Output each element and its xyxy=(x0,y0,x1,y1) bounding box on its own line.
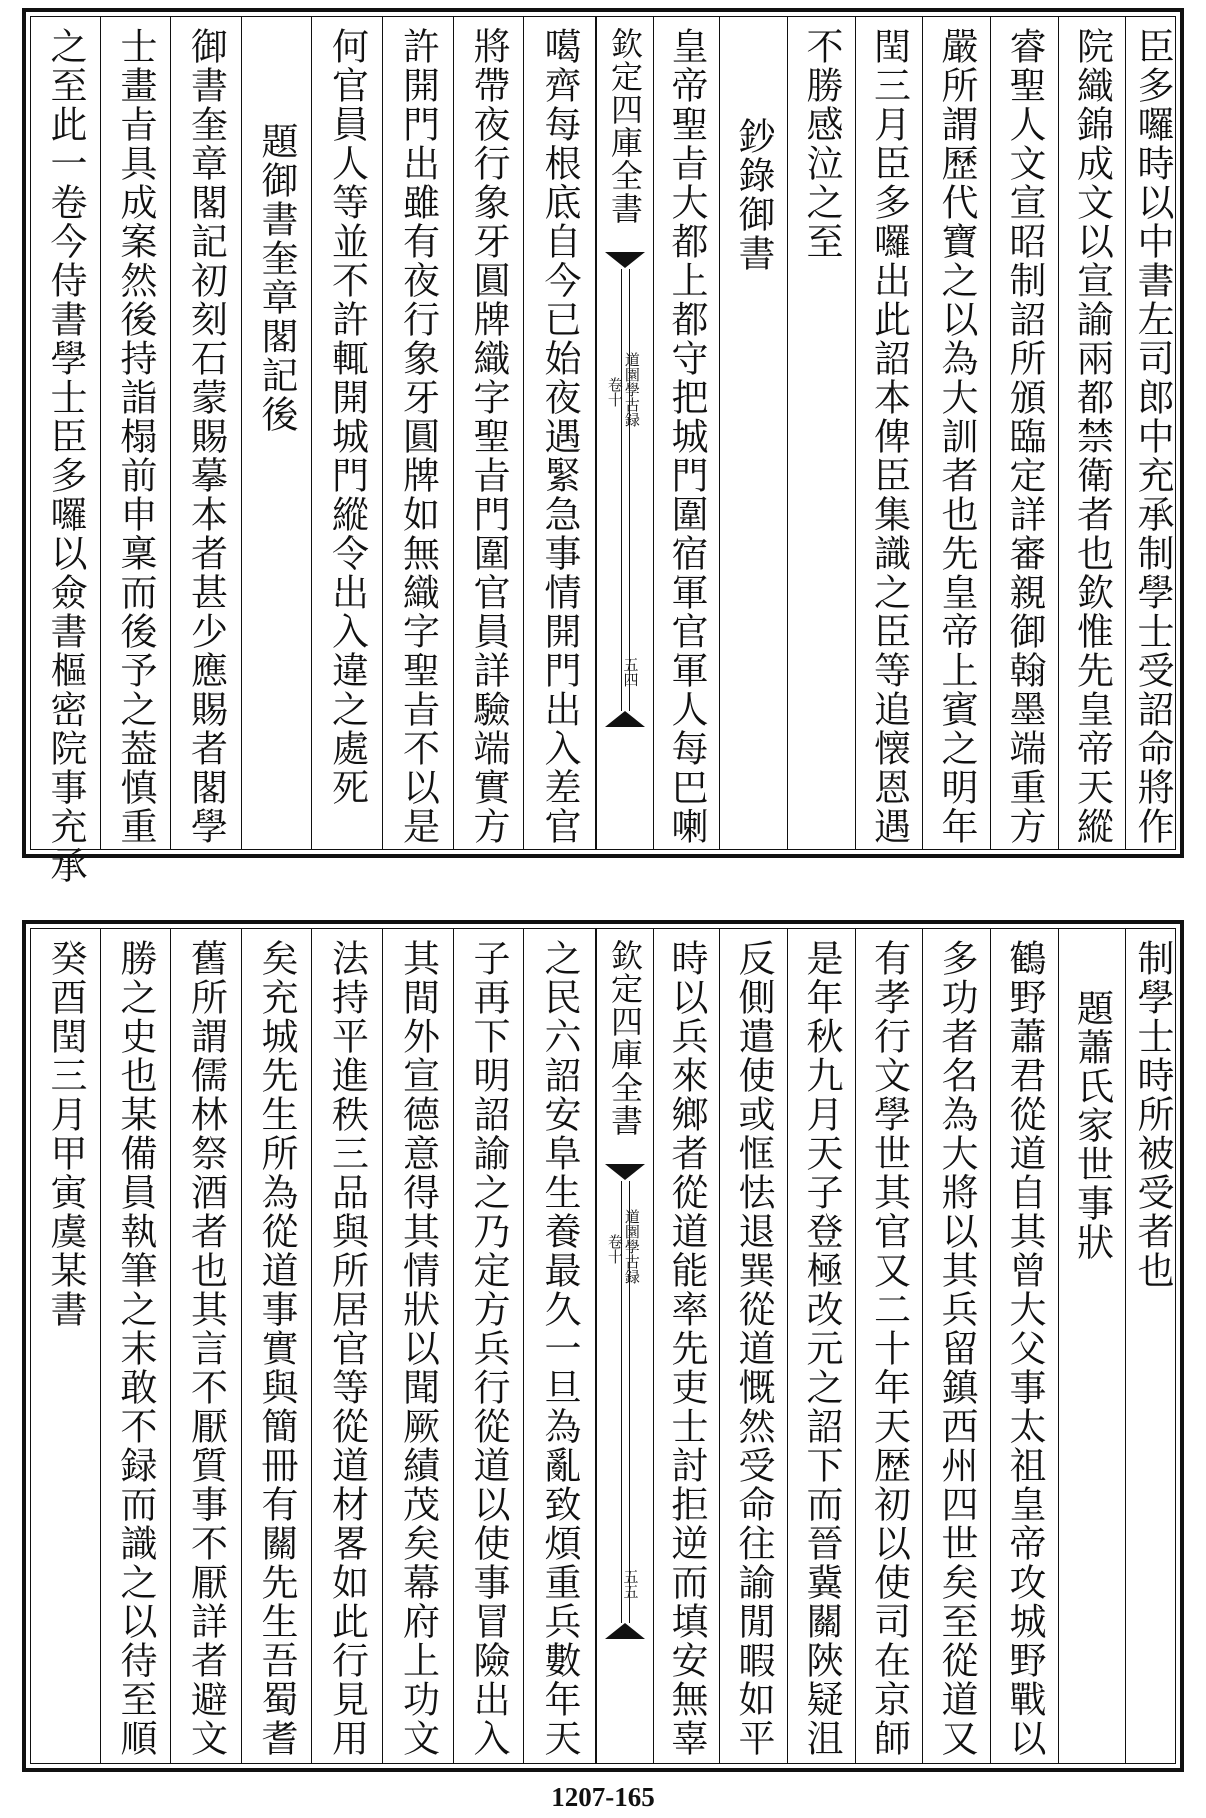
page-bottom-leaf xyxy=(22,920,1184,1772)
text-column xyxy=(171,17,242,849)
text-column xyxy=(383,17,454,849)
text-column xyxy=(654,17,720,849)
column-text: 之民六詔安阜生養最久一旦為亂致煩重兵數年天 xyxy=(538,939,581,1758)
text-column xyxy=(31,929,101,1763)
column-text: 噶齊每根底自今已始夜遇緊急事情開門出入差官 xyxy=(538,27,581,846)
column-text: 反側遣使或恇怯退巽從道慨然受命往諭閒暇如平 xyxy=(732,939,775,1758)
column-text: 御書奎章閣記初刻石蒙賜摹本者甚少應賜者閣學 xyxy=(184,27,228,846)
text-column xyxy=(788,929,856,1763)
text-column xyxy=(242,17,312,849)
text-column xyxy=(454,929,524,1763)
column-text: 何官員人等並不許輒開城門縱令出入違之處死 xyxy=(325,27,369,807)
text-column xyxy=(923,17,991,849)
text-column xyxy=(31,17,101,885)
text-column xyxy=(312,929,383,1763)
column-heading: 鈔錄御書 xyxy=(732,117,775,273)
column-text: 勝之史也某備員執筆之末敢不録而識之以待至順 xyxy=(114,939,157,1758)
volume-title: 道園學古録 xyxy=(622,352,641,427)
text-column xyxy=(242,929,312,1763)
fishtail-mark-upper xyxy=(605,1164,645,1180)
folio-number: 五五 xyxy=(621,1569,640,1599)
text-column xyxy=(1126,17,1179,849)
text-column xyxy=(991,929,1059,1763)
column-text: 時以兵來鄉者從道能率先吏士討拒逆而填安無辜 xyxy=(665,939,708,1758)
column-text: 之至此一卷今侍書學士臣多囉以僉書樞密院事充承 xyxy=(44,27,87,885)
text-column xyxy=(312,17,383,849)
text-column xyxy=(383,929,454,1763)
volume-number: 卷十 xyxy=(605,377,624,407)
column-text: 閏三月臣多囉出此詔本俾臣集識之臣等追懐恩遇 xyxy=(867,27,911,846)
column-text: 制學士時所被受者也 xyxy=(1131,939,1174,1290)
volume-number: 卷十 xyxy=(605,1234,624,1264)
page-frame xyxy=(30,16,1176,885)
page-top-leaf xyxy=(22,8,1184,885)
text-column xyxy=(720,17,788,849)
column-text: 有孝行文學世其官又二十年天歴初以使司在京師 xyxy=(867,939,911,1758)
book-title: 欽定四庫全書 xyxy=(606,939,644,1137)
column-text: 舊所謂儒林祭酒者也其言不厭質事不厭詳者避文 xyxy=(184,939,228,1758)
folio-number: 五四 xyxy=(621,657,640,687)
column-text: 多功者名為大將以其兵留鎮西州四世矣至從道又 xyxy=(935,939,978,1758)
column-text: 睿聖人文宣昭制詔所頒臨定詳審親御翰墨端重方 xyxy=(1003,27,1046,846)
column-text: 許開門出雖有夜行象牙圓牌如無織字聖㫖不以是 xyxy=(396,27,440,846)
page-number: 1207-165 xyxy=(551,1782,655,1812)
text-column xyxy=(524,929,596,1763)
text-column xyxy=(788,17,856,849)
fishtail-mark-lower xyxy=(605,1623,645,1639)
text-column xyxy=(1126,929,1179,1763)
fold-line xyxy=(621,269,622,711)
column-heading: 題御書奎章閣記後 xyxy=(255,122,298,434)
column-text: 子再下明詔諭之乃定方兵行從道以使事冒險出入 xyxy=(467,939,510,1758)
text-column xyxy=(101,17,171,849)
volume-title: 道園學古録 xyxy=(622,1209,641,1284)
column-text: 院織錦成文以宣諭兩都禁衛者也欽惟先皇帝天縱 xyxy=(1070,27,1114,846)
page-frame xyxy=(30,928,1176,1764)
text-column xyxy=(991,17,1059,849)
text-column xyxy=(1059,17,1126,849)
center-fold xyxy=(596,929,654,1763)
fold-line xyxy=(629,269,630,711)
text-column xyxy=(101,929,171,1763)
column-text: 是年秋九月天子登極改元之詔下而晉冀關陜疑沮 xyxy=(800,939,843,1758)
fishtail-mark-lower xyxy=(605,711,645,727)
column-text: 鶴野蕭君從道自其曾大父事太祖皇帝攻城野戰以 xyxy=(1003,939,1046,1758)
text-column xyxy=(524,17,596,849)
center-fold xyxy=(596,17,654,849)
book-title: 欽定四庫全書 xyxy=(606,27,644,225)
column-text: 臣多囉時以中書左司郎中充承制學士受詔命將作 xyxy=(1131,27,1174,846)
column-text: 將帶夜行象牙圓牌織字聖㫖門圍官員詳驗端實方 xyxy=(467,27,510,846)
column-text: 法持平進秩三品與所居官等從道材畧如此行見用 xyxy=(325,939,369,1758)
fishtail-mark-upper xyxy=(605,252,645,268)
text-column xyxy=(720,929,788,1763)
text-column xyxy=(856,929,923,1763)
column-text: 矣充城先生所為從道事實與簡冊有關先生吾蜀耆 xyxy=(255,939,298,1758)
text-column xyxy=(454,17,524,849)
text-column xyxy=(923,929,991,1763)
column-text: 不勝感泣之至 xyxy=(800,27,843,261)
column-text: 其間外宣德意得其情狀以聞厥績茂矣幕府上功文 xyxy=(396,939,440,1758)
column-text: 嚴所謂歷代寶之以為大訓者也先皇帝上賓之明年 xyxy=(935,27,978,846)
text-column xyxy=(171,929,242,1763)
column-text: 皇帝聖㫖大都上都守把城門圍宿軍官軍人每巴喇 xyxy=(665,27,708,846)
text-column xyxy=(1059,929,1126,1763)
text-column xyxy=(856,17,923,849)
text-column xyxy=(654,929,720,1763)
column-heading: 題蕭氏家世事狀 xyxy=(1070,989,1114,1262)
column-text: 士畫㫖具成案然後持詣榻前申稟而後予之葢慎重 xyxy=(114,27,157,846)
column-text: 癸酉閏三月甲寅虞某書 xyxy=(44,939,87,1329)
